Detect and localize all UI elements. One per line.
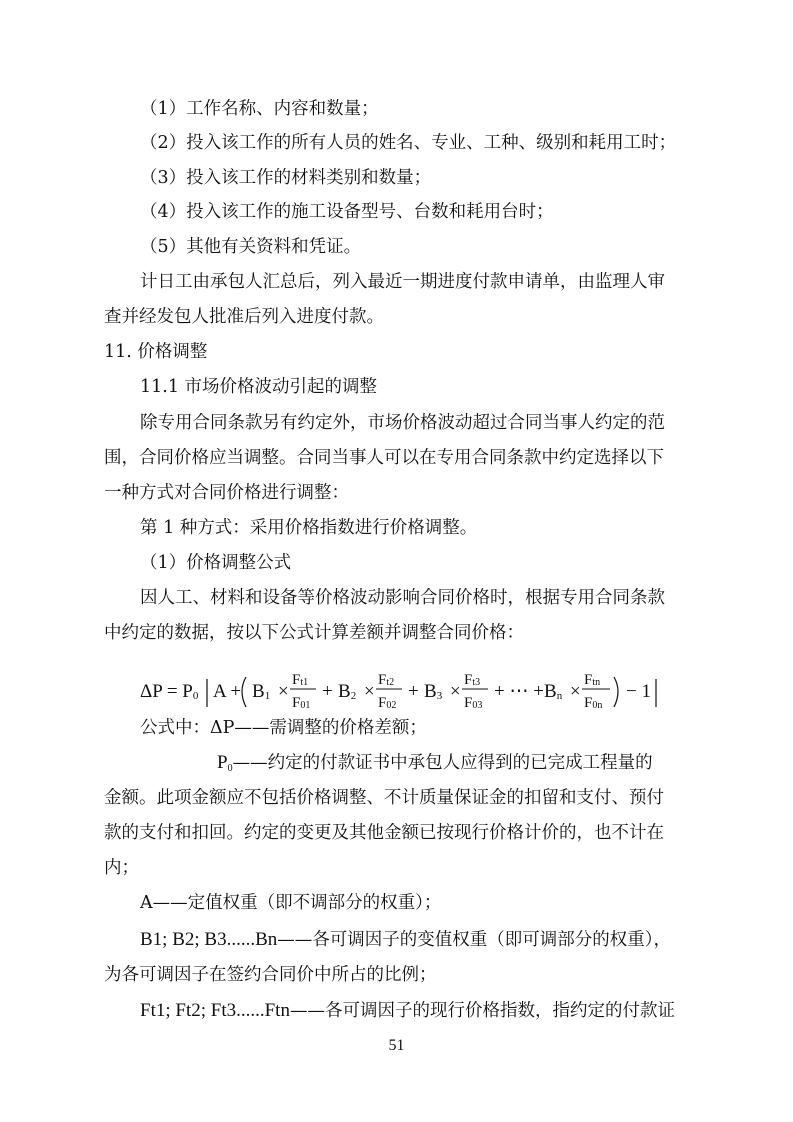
formula-f-02: F02 <box>378 695 397 709</box>
formula-plus: + <box>322 681 333 702</box>
formula-plus: + <box>408 681 419 702</box>
formula-b2: B2 <box>338 681 357 702</box>
paragraph-line: 内； <box>104 858 139 878</box>
list-item-4: （4）投入该工作的施工设备型号、台数和耗用台时； <box>140 202 554 222</box>
definition-text: ——约定的付款证书中承包人应得到的已完成工程量的 <box>232 753 653 773</box>
formula-bn: Bn <box>544 681 563 702</box>
symbol-ft-list: Ft1; Ft2; Ft3......Ftn <box>140 1000 290 1021</box>
formula-lhs: ΔP = P0 <box>140 681 199 702</box>
subsection-heading: 11.1 市场价格波动引起的调整 <box>140 377 378 397</box>
formula-f-03: F03 <box>464 695 483 709</box>
formula-ellipsis: + ⋯ + <box>494 681 544 702</box>
symbol-p0: $P_0$ <box>217 752 233 774</box>
list-item-3: （3）投入该工作的材料类别和数量； <box>140 168 432 188</box>
formula-times: × <box>570 681 581 702</box>
formula-f-tn: Ftn <box>584 672 601 688</box>
paragraph-line: 查并经发包人批准后列入进度付款。 <box>104 307 384 327</box>
formula-f-t2: Ft2 <box>378 672 395 688</box>
paragraph-line: 中约定的数据，按以下公式计算差额并调整合同价格： <box>104 623 524 643</box>
paragraph-line: 围，合同价格应当调整。合同当事人可以在专用合同条款中约定选择以下 <box>104 448 664 468</box>
formula-times: × <box>364 681 375 702</box>
formula-f-0n: F0n <box>584 695 603 709</box>
list-item-1: （1）工作名称、内容和数量； <box>140 99 379 119</box>
formula-paren-left <box>242 677 246 707</box>
paragraph-line: 为各可调因子在签约合同价中所占的比例； <box>104 965 437 985</box>
formula-f-01: F01 <box>292 695 311 709</box>
list-item-5: （5）其他有关资料和凭证。 <box>140 237 362 257</box>
paragraph-line: 一种方式对合同价格进行调整： <box>104 483 349 503</box>
definition-a: A——定值权重（即不调部分的权重）； <box>140 893 442 913</box>
definition-text: ——各可调因子的现行价格指数，指约定的付款证 <box>289 1001 675 1021</box>
paragraph-line: 计日工由承包人汇总后，列入最近一期进度付款申请单，由监理人审 <box>140 272 665 292</box>
definition-ft <box>140 999 675 1023</box>
symbol-b-list: B1; B2; B3......Bn <box>140 929 278 950</box>
formula-b1: B1 <box>252 681 271 702</box>
paragraph-line: 第 1 种方式：采用价格指数进行价格调整。 <box>140 518 478 538</box>
paragraph-line: 因人工、材料和设备等价格波动影响合同价格时，根据专用合同条款 <box>140 588 665 608</box>
paragraph-line: 除专用合同条款另有约定外，市场价格波动超过合同当事人约定的范 <box>140 413 665 433</box>
formula-times: × <box>450 681 461 702</box>
list-item-2: （2）投入该工作的所有人员的姓名、专业、工种、级别和耗用工时； <box>140 133 677 153</box>
formula-paren-right <box>614 677 618 707</box>
formula-a: A + <box>213 681 242 702</box>
formula-f-t3: Ft3 <box>464 672 481 688</box>
paragraph-line: 金额。此项金额应不包括价格调整、不计质量保证金的扣留和支付、预付 <box>104 788 664 808</box>
formula-b3: B3 <box>424 681 443 702</box>
paragraph-line: 款的支付和扣回。约定的变更及其他金额已按现行价格计价的，也不计在 <box>104 823 664 843</box>
definition-p0 <box>217 751 653 781</box>
definition-b <box>140 928 671 952</box>
definition-text: ——各可调因子的变值权重（即可调部分的权重）， <box>277 930 671 950</box>
price-adjustment-formula <box>140 669 660 709</box>
formula-graphic <box>140 669 660 709</box>
formula-times: × <box>278 681 289 702</box>
paragraph-line: 公式中：ΔP——需调整的价格差额； <box>140 718 427 738</box>
section-heading: 11. 价格调整 <box>104 342 208 362</box>
list-item-heading: （1）价格调整公式 <box>140 553 292 573</box>
formula-tail: − 1 <box>626 681 651 702</box>
page-number: 51 <box>388 1037 405 1054</box>
formula-f-t1: Ft1 <box>292 672 309 688</box>
